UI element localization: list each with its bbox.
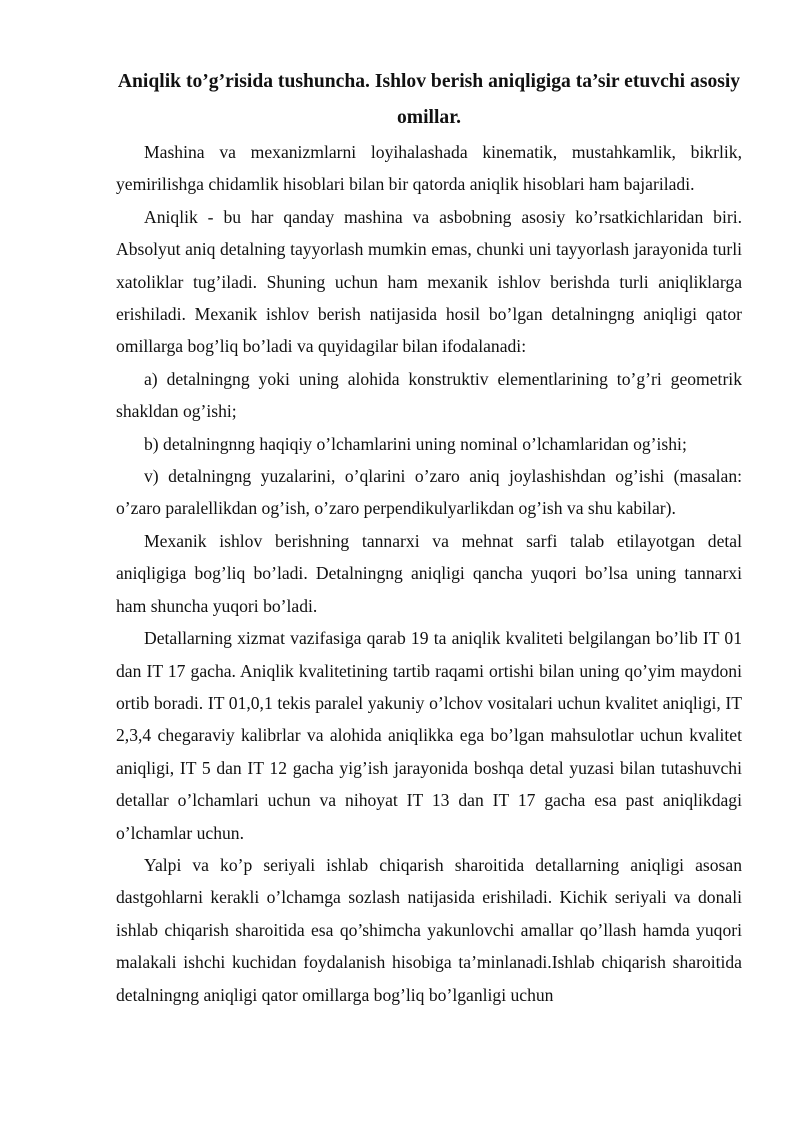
paragraph-quality-grades: Detallarning xizmat vazifasiga qarab 19 ta aniqlik kvaliteti belgilangan bo’lib IT 01 dan IT 17 gacha. Aniqlik kvalitetining tartib raqami ortishi bilan uning qo’yim maydoni ortib boradi. IT 01,0,1 tekis paralel yakuniy o’lchov vositalari uchun kvalitet aniqligi, IT 2,3,4 chegaraviy kalibrlar va alohida aniqlikka ega bo’lgan mahsulotlar uchun kvalitet aniqligi, IT 5 dan IT 12 gacha yig’ish jarayonida boshqa detal yuzasi bilan tutashuvchi detallar o’lchamlari uchun va nihoyat IT 13 dan IT 17 gacha esa past aniqlikdagi o’lchamlar uchun. (116, 628, 742, 843)
list-item-v: v) detalningng yuzalarini, o’qlarini o’zaro aniq joylashishdan og’ishi (masalan: o’zaro paralellikdan og’ish, o’zaro perpendikulyarlikdan og’ish va shu kabilar). (116, 466, 742, 519)
list-item-b: b) detalningnng haqiqiy o’lchamlarini uning nominal o’lchamlaridan og’ishi; (144, 433, 687, 454)
document-page (116, 64, 742, 1011)
paragraph-production: Yalpi va ko’p seriyali ishlab chiqarish sharoitida detallarning aniqligi asosan dastgohlarni kerakli o’lchamga sozlash natijasida erishiladi. Kichik seriyali va donali ishlab chiqarish sharoitida esa qo’shimcha yakunlovchi amallar qo’llash hamda yuqori malakali ishchi kuchidan foydalanish hisobiga ta’minlanadi.Ishlab chiqarish sharoitida detalningng aniqligi qator omillarga bog’liq bo’lganligi uchun (116, 854, 742, 1005)
paragraph-cost: Mexanik ishlov berishning tannarxi va mehnat sarfi talab etilayotgan detal aniqligiga bog’liq bo’ladi. Detalningng aniqligi qancha yuqori bo’lsa uning tannarxi ham shuncha yuqori bo’ladi. (116, 530, 742, 616)
document-title: Aniqlik to’g’risida tushuncha. Ishlov berish aniqligiga ta’sir etuvchi asosiy omillar. (117, 71, 741, 128)
list-item-a: a) detalningng yoki uning alohida konstruktiv elementlarining to’g’ri geometrik shakldan og’ishi; (116, 368, 742, 422)
paragraph-intro: Mashina va mexanizmlarni loyihalashada kinematik, mustahkamlik, bikrlik, yemirilishga chidamlik hisoblari bilan bir qatorda aniqlik hisoblari ham bajariladi. (116, 142, 742, 195)
paragraph-definition: Aniqlik - bu har qanday mashina va asbobning asosiy ko’rsatkichlaridan biri. Absolyut aniq detalning tayyorlash mumkin emas, chunki uni tayyorlash jarayonida turli xatoliklar tug’iladi. Shuning uchun ham mexanik ishlov berishda turli aniqliklarga erishiladi. Mexanik ishlov berish natijasida hosil bo’lgan detalningng aniqligi qator omillarga bog’liq bo’ladi va quyidagilar bilan ifodalanadi: (116, 206, 742, 357)
